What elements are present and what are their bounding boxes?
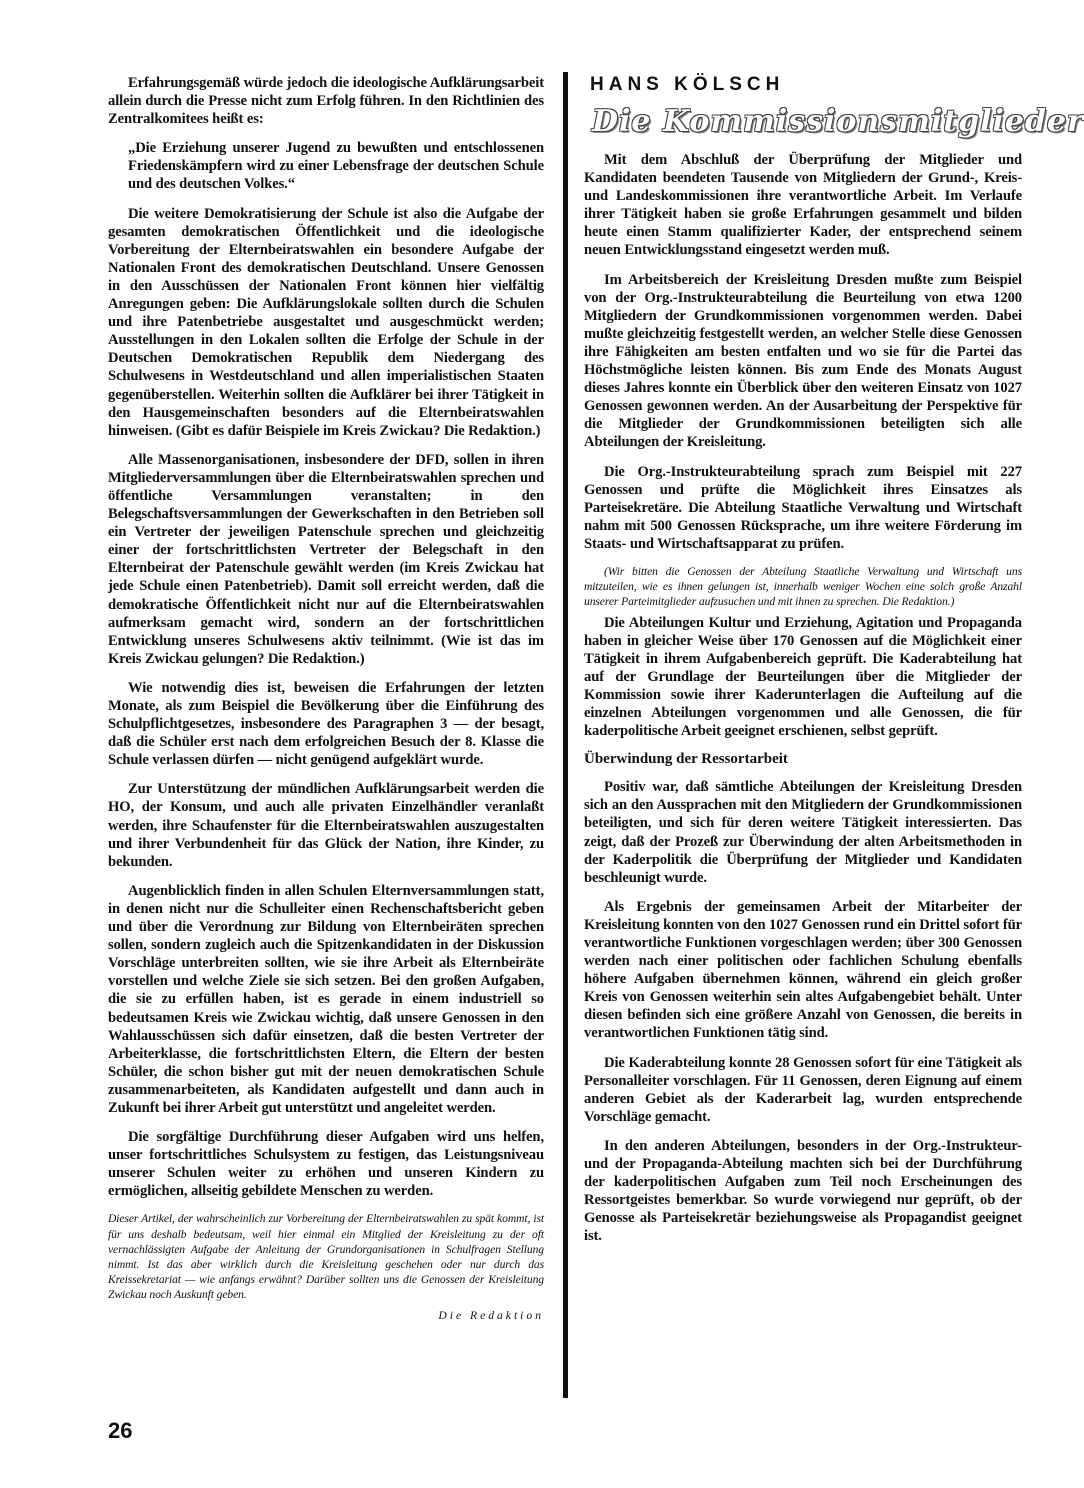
paragraph: Erfahrungsgemäß würde jedoch die ideologische Aufklärungsarbeit allein durch die Presse nicht zum Erfolg führen. In den Richtlinien des Zentralkomitees heißt es:	[108, 75, 544, 128]
left-column	[108, 74, 544, 1325]
paragraph: Alle Massenorganisationen, insbesondere der DFD, sollen in ihren Mitgliederversammlungen über die Elternbeiratswahlen sprechen und öffentliche Versammlungen veranstalten; in den Belegschaftsversammlungen der Gewerkschaften in den Betrieben soll ein Vertreter der jeweiligen Patenschule sprechen und gleichzeitig einer der fortschrittlichsten Vertreter der Belegschaft in den Elternbeirat der Patenschule gewählt werden (im Kreis Zwickau hat jede Schule einen Patenbetrieb). Damit soll erreicht werden, daß die demokratische Öffentlichkeit nicht nur auf die Elternbeiratswahlen aufmerksam gemacht wird, sondern an der fortschrittlichen Entwicklung unseres Schulwesens aktiv teilnimmt. (Wie ist das im Kreis Zwickau gelungen? Die Redaktion.)	[108, 451, 544, 667]
quote: „Die Erziehung unserer Jugend zu bewußten und entschlossenen Friedenskämpfern wird zu einer Lebensfrage der deutschen Schule und des deutschen Volkes.“	[128, 140, 544, 193]
author-name: HANS KÖLSCH	[590, 74, 785, 95]
paragraph: Die Abteilungen Kultur und Erziehung, Agitation und Propaganda haben in gleicher Weise über 170 Genossen auf die Möglichkeit einer Tätigkeit in ihrem Aufgabenbereich geprüft. Die Kaderabteilung hat auf der Grundlage der Beurteilungen über die Mitglieder der Kommission sowie ihrer Kaderunterlagen die Aufteilung auf die einzelnen Abteilungen vorgenommen und alle Genossen, die für kaderpolitische Arbeit geeignet erschienen, selbst geprüft.	[584, 614, 1022, 740]
paragraph: Die Org.-Instrukteurabteilung sprach zum Beispiel mit 227 Genossen und prüfte die Möglichkeit ihres Einsatzes als Parteisekretäre. Die Abteilung Staatliche Verwaltung und Wirtschaft nahm mit 500 Genossen Rücksprache, um ihre weitere Förderung im Staats- und Wirtschaftsapparat zu prüfen.	[584, 463, 1022, 552]
paragraph: Wie notwendig dies ist, beweisen die Erfahrungen der letzten Monate, als zum Beispiel die Bevölkerung über die Einführung des Schulpflichtgesetzes, insbesondere des Paragraphen 3 — der besagt, daß die Schüler erst nach dem erfolgreichen Besuch der 8. Klasse die Schule verlassen dürfen — nicht genügend aufgeklärt wurde.	[108, 679, 544, 769]
editor-note: Dieser Artikel, der wahrscheinlich zur Vorbereitung der Elternbeiratswahlen zu spät kommt, ist für uns deshalb bedeutsam, weil hier einmal ein Mitglied der Kreisleitung zu der oft vernachlässigten Aufgabe der Anleitung der Grundorganisationen in Schulfragen Stellung nimmt. Ist das aber wirklich durch die Kreisleitung geschehen oder nur durch das Kreissekretariat — wie anfangs erwähnt? Darüber sollten uns die Genossen der Kreisleitung Zwickau noch Auskunft geben.	[108, 1212, 544, 1302]
paragraph: Augenblicklich finden in allen Schulen Elternversammlungen statt, in denen nicht nur die Schulleiter einen Rechenschaftsbericht geben und über die Verordnung zur Bildung von Elternbeiräten sprechen sollen, sondern zugleich auch die Spitzenkandidaten in der Diskussion Vorschläge unterbreiten sollten, wie sie ihre Arbeit als Elternbeiräte vorstellen und welche Ziele sie sich setzen. Bei den großen Aufgaben, die sie zu erfüllen haben, ist es gerade in einem industriell so bedeutsamen Kreis wie Zwickau wichtig, daß unsere Genossen in den Wahlausschüssen sich dafür einsetzen, daß die besten Vertreter der Arbeiterklasse, die fortschrittlichsten Eltern, die Eltern der besten Schüler, die schon bisher gut mit der neuen demokratischen Schule zusammenarbeiteten, als Kandidaten aufgestellt und dann auch in Zukunft bei ihrer Arbeit gut unterstützt und angeleitet werden.	[108, 882, 544, 1116]
paragraph: Als Ergebnis der gemeinsamen Arbeit der Mitarbeiter der Kreisleitung konnten von den 1027 Genossen rund ein Drittel sofort für verantwortliche Funktionen vorgeschlagen werden; über 300 Genossen werden nach einer politischen oder fachlichen Schulung ebenfalls höhere Aufgaben übernehmen können, während ein gleich großer Kreis von Genossen weiterhin sein altes Aufgabengebiet behält. Unter diesen befinden sich eine größere Anzahl von Genossen, die bereits in verantwortlichen Funktionen tätig sind.	[584, 898, 1022, 1042]
article-title: Die Kommissionsmitglieder	[592, 104, 1084, 139]
page-number: 26	[108, 1418, 133, 1443]
paragraph: In den anderen Abteilungen, besonders in der Org.-Instrukteur- und der Propaganda-Abteilung machten sich bei der Durchführung der kaderpolitischen Aufgaben zum Teil noch Erscheinungen des Ressortgeistes bemerkbar. So wurde vorwiegend nur geprüft, ob der Genosse als Parteisekretär beziehungsweise als Propagandist geeignet ist.	[584, 1137, 1022, 1245]
paragraph: Mit dem Abschluß der Überprüfung der Mitglieder und Kandidaten beendeten Tausende von Mitgliedern der Grund-, Kreis- und Landeskommissionen ihre verantwortliche Arbeit. Im Verlaufe ihrer Tätigkeit haben sie große Erfahrungen gesammelt und bilden heute einen Stamm qualifizierter Kader, der entsprechend seinem neuen Entwicklungsstand eingesetzt werden muß.	[584, 152, 1022, 259]
paragraph: Die weitere Demokratisierung der Schule ist also die Aufgabe der gesamten demokratischen Öffentlichkeit und die ideologische Vorbereitung der Elternbeiratswahlen ein besondere Aufgabe der Nationalen Front des demokratischen Deutschland. Unsere Genossen in den Ausschüssen der Nationalen Front können hier vielfältig Anregungen geben: Die Aufklärungslokale sollten durch die Schulen und ihre Patenbetriebe ausgestaltet und ausgeschmückt werden; Ausstellungen in den Lokalen sollten die Erfolge der Schule in der Deutschen Demokratischen Republik dem Niedergang des Schulwesens in Westdeutschland und allen imperialistischen Staaten gegenüberstellen. Weiterhin sollten die Aufklärer bei ihrer Tätigkeit in den Hausgemeinschaften besonders auf die Elternbeiratswahlen hinweisen. (Gibt es dafür Beispiele im Kreis Zwickau? Die Redaktion.)	[108, 205, 544, 439]
column-divider	[563, 72, 568, 1398]
editor-note: (Wir bitten die Genossen der Abteilung Staatliche Verwaltung und Wirtschaft uns mitzuteilen, wie es ihnen gelungen ist, innerhalb weniger Wochen eine solch große Anzahl unserer Parteimitglieder aufzusuchen und mit ihnen zu sprechen. Die Redaktion.)	[584, 564, 1022, 609]
paragraph: Die Kaderabteilung konnte 28 Genossen sofort für eine Tätigkeit als Personalleiter vorschlagen. Für 11 Genossen, deren Eignung auf einem anderen Gebiet als der Kaderarbeit lag, wurden entsprechende Vorschläge gemacht.	[584, 1054, 1022, 1125]
editor-signature: Die Redaktion	[438, 1308, 544, 1322]
right-column	[584, 74, 1084, 1256]
paragraph: Die sorgfältige Durchführung dieser Aufgaben wird uns helfen, unser fortschrittliches Schulsystem zu festigen, das Leistungsniveau unserer Schulen weiter zu erhöhen und unseren Kindern zu ermöglichen, allseitig gebildete Menschen zu werden.	[108, 1129, 544, 1200]
paragraph: Im Arbeitsbereich der Kreisleitung Dresden mußte zum Beispiel von der Org.-Instrukteurabteilung die Beurteilung von etwa 1200 Mitgliedern der Grundkommissionen vorgenommen werden. Dabei mußte gleichzeitig festgestellt werden, an welcher Stelle diese Genossen ihre Fähigkeiten am besten entfalten und wo sie für die Partei das Höchstmögliche leisten können. Bis zum Ende des Monats August dieses Jahres konnte ein Überblick über den weiteren Einsatz von 1027 Genossen gewonnen werden. An der Ausarbeitung der Perspektive für die Mitglieder der Grundkommissionen beteiligten sich alle Abteilungen der Kreisleitung.	[584, 271, 1022, 451]
paragraph: Positiv war, daß sämtliche Abteilungen der Kreisleitung Dresden sich an den Aussprachen mit den Mitgliedern der Grundkommissionen beteiligten, und sich für deren weitere Tätigkeit interessierten. Das zeigt, daß der Prozeß zur Überwindung der alten Arbeitsmethoden in der Kaderpolitik die Überprüfung der Mitglieder und Kandidaten beschleunigt wurde.	[584, 779, 1022, 886]
paragraph: Zur Unterstützung der mündlichen Aufklärungsarbeit werden die HO, der Konsum, und auch alle privaten Einzelhändler veranlaßt werden, ihre Schaufenster für die Elternbeiratswahlen auszugestalten und ihrer Verbundenheit für das Glück der Nation, ihre Kinder, zu bekunden.	[108, 781, 544, 870]
section-heading: Überwindung der Ressortarbeit	[584, 751, 788, 768]
